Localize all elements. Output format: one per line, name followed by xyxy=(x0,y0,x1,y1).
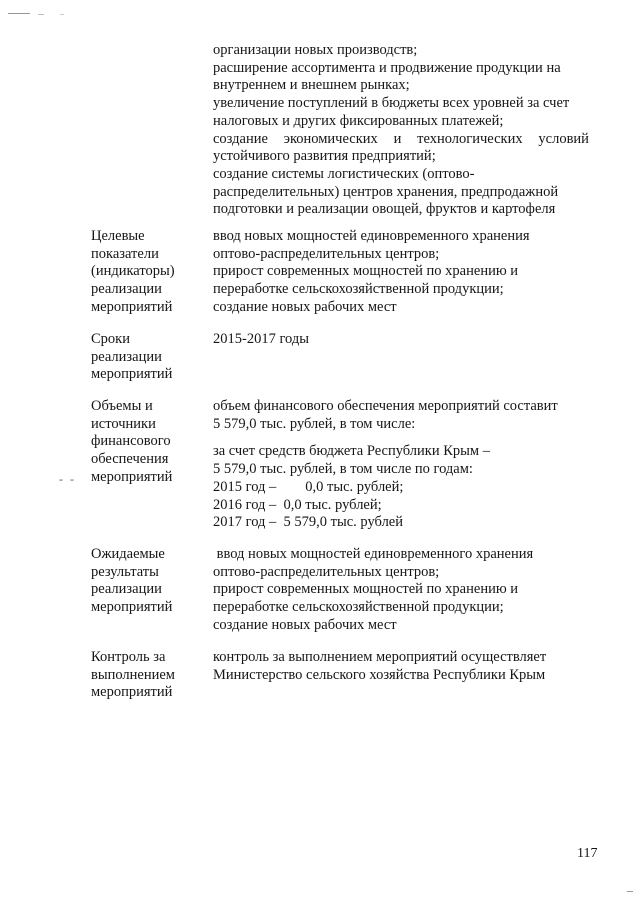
value-line: переработке сельскохозяйственной продукции; xyxy=(213,281,504,298)
label-line: реализации xyxy=(91,581,162,598)
row-label-control xyxy=(91,649,175,702)
label-line: мероприятий xyxy=(91,298,173,315)
scan-artifact xyxy=(38,14,44,15)
value-line: переработке сельскохозяйственной продукции; xyxy=(213,599,504,616)
row-value-target-indicators xyxy=(213,228,530,317)
word: создание xyxy=(213,130,268,147)
scan-artifact xyxy=(60,14,64,15)
value-line: прирост современных мощностей по хранению и xyxy=(213,263,519,280)
label-line: источники xyxy=(91,415,156,432)
text-line-justified xyxy=(213,131,589,149)
value-line: создание новых рабочих мест xyxy=(213,616,397,633)
value-line: 2015 год – 0,0 тыс. рублей; xyxy=(213,478,404,495)
word: условий xyxy=(538,130,589,147)
label-line: Сроки xyxy=(91,331,130,347)
value-line: объем финансового обеспечения мероприятий составит xyxy=(213,398,558,414)
value-line-blank xyxy=(213,433,558,443)
label-line: реализации xyxy=(91,281,162,298)
row-value-funding xyxy=(213,398,558,532)
text-line: увеличение поступлений в бюджеты всех уровней за счет xyxy=(213,95,570,112)
page-number: 117 xyxy=(577,846,598,861)
value-line: ввод новых мощностей единовременного хранения xyxy=(213,228,530,244)
label-line: Целевые xyxy=(91,228,145,244)
label-line: результаты xyxy=(91,563,159,580)
intro-text xyxy=(213,42,589,219)
value-line: 2016 год – 0,0 тыс. рублей; xyxy=(213,496,382,513)
text-line: подготовки и реализации овощей, фруктов и картофеля xyxy=(213,201,556,218)
scan-artifact xyxy=(627,891,633,892)
text-line: налоговых и других фиксированных платежей; xyxy=(213,112,504,129)
value-line: оптово-распределительных центров; xyxy=(213,245,440,262)
label-line: Ожидаемые xyxy=(91,546,165,562)
scan-artifact xyxy=(8,13,30,14)
label-line: Контроль за xyxy=(91,649,166,665)
label-line: мероприятий xyxy=(91,468,173,485)
value-line: 5 579,0 тыс. рублей, в том числе: xyxy=(213,415,416,432)
row-value-timeline xyxy=(213,331,309,349)
row-label-target-indicators xyxy=(91,228,175,317)
text-line: расширение ассортимента и продвижение продукции на xyxy=(213,59,561,76)
row-label-timeline xyxy=(91,331,172,384)
value-line: ввод новых мощностей единовременного хранения xyxy=(213,546,534,562)
label-line: мероприятий xyxy=(91,684,173,701)
label-line: (индикаторы) xyxy=(91,263,175,280)
value-line: оптово-распределительных центров; xyxy=(213,563,440,580)
label-line: обеспечения xyxy=(91,451,169,468)
value-line: 2015-2017 годы xyxy=(213,331,309,347)
label-line: мероприятий xyxy=(91,366,173,383)
word: и xyxy=(393,130,402,147)
label-line: реализации xyxy=(91,348,162,365)
label-line: показатели xyxy=(91,245,159,262)
text-line: устойчивого развития предприятий; xyxy=(213,148,436,165)
row-value-expected-results xyxy=(213,546,533,635)
row-value-control xyxy=(213,649,546,684)
margin-mark: - - xyxy=(59,472,76,486)
value-line: за счет средств бюджета Республики Крым – xyxy=(213,443,490,460)
row-label-expected-results xyxy=(91,546,172,617)
row-label-funding xyxy=(91,398,172,487)
label-line: Объемы и xyxy=(91,398,153,414)
value-line: 5 579,0 тыс. рублей, в том числе по годам: xyxy=(213,461,473,478)
word: экономических xyxy=(283,130,378,147)
label-line: мероприятий xyxy=(91,599,173,616)
value-line: создание новых рабочих мест xyxy=(213,298,397,315)
value-line: Министерство сельского хозяйства Республики Крым xyxy=(213,666,546,683)
value-line: контроль за выполнением мероприятий осуществляет xyxy=(213,649,547,665)
label-line: выполнением xyxy=(91,666,175,683)
text-line: создание системы логистических (оптово- xyxy=(213,165,475,182)
value-line: прирост современных мощностей по хранению и xyxy=(213,581,519,598)
text-line: организации новых производств; xyxy=(213,42,418,58)
label-line: финансового xyxy=(91,433,171,450)
value-line: 2017 год – 5 579,0 тыс. рублей xyxy=(213,514,404,531)
text-line: распределительных) центров хранения, предпродажной xyxy=(213,183,559,200)
word: технологических xyxy=(417,130,523,147)
text-line: внутреннем и внешнем рынках; xyxy=(213,77,410,94)
